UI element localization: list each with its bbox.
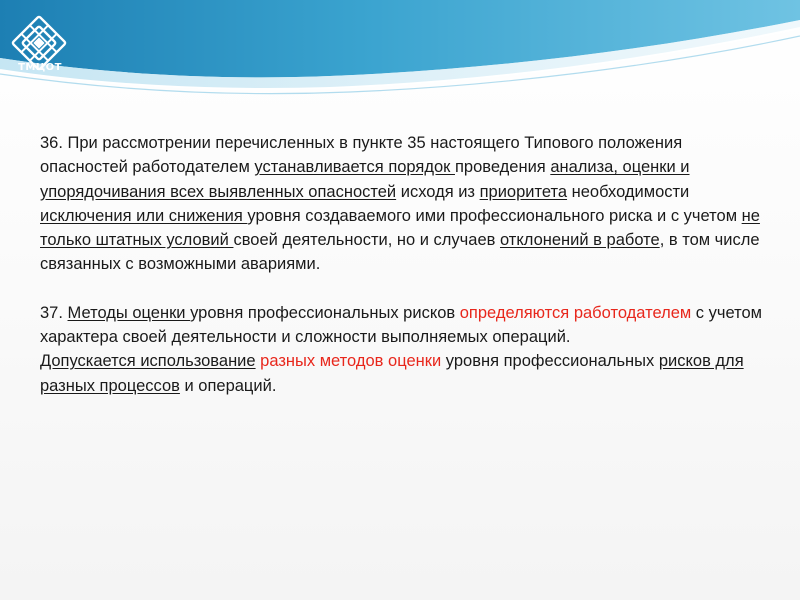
underlined-text: рисков для разных процессов (40, 352, 744, 395)
text-run: уровня создаваемого ими профессионального риска и с учетом (247, 206, 742, 225)
underlined-text: отклонений в работе (499, 231, 660, 250)
underlined-text: анализа, оценки и упорядочивания всех выявленных опасностей (40, 158, 690, 201)
text-run: и операций. (179, 376, 277, 395)
underlined-text: исключения или снижения (40, 206, 248, 225)
text-run: с учетом характера своей деятельности и сложности выполняемых операций. (40, 303, 763, 347)
highlighted-red-text: определяются работодателем (459, 303, 692, 322)
underlined-text: Методы оценки (67, 303, 191, 322)
text-run: необходимости (567, 182, 690, 201)
header-wave-decoration (0, 0, 800, 110)
paragraph-gap (40, 277, 766, 301)
highlighted-red-text: разных методов оценки (260, 352, 442, 371)
text-run: 37. (40, 303, 68, 322)
underlined-text: приоритета (479, 182, 568, 201)
text-run: уровня профессиональных (441, 352, 659, 371)
text-run: 36. При рассмотрении перечисленных в пункте 35 настоящего Типового положения опасностей работодателем (40, 134, 683, 177)
text-run: проведения (454, 158, 551, 177)
text-run: своей деятельности, но и случаев (233, 231, 500, 250)
text-run: уровня профессиональных рисков (190, 303, 460, 322)
logo-text: ТМЦОТ (18, 62, 62, 73)
paragraph-allowed-methods (40, 349, 766, 398)
underlined-text: Допускается использование (40, 352, 256, 371)
text-run: , в том числе связанных с возможными авариями. (40, 231, 760, 274)
text-run: исходя из (396, 182, 480, 201)
paragraph-36 (40, 131, 766, 277)
underlined-text: устанавливается порядок (254, 158, 455, 177)
paragraph-37 (40, 301, 766, 350)
underlined-text: не только штатных условий (40, 206, 760, 250)
document-body (40, 131, 766, 398)
